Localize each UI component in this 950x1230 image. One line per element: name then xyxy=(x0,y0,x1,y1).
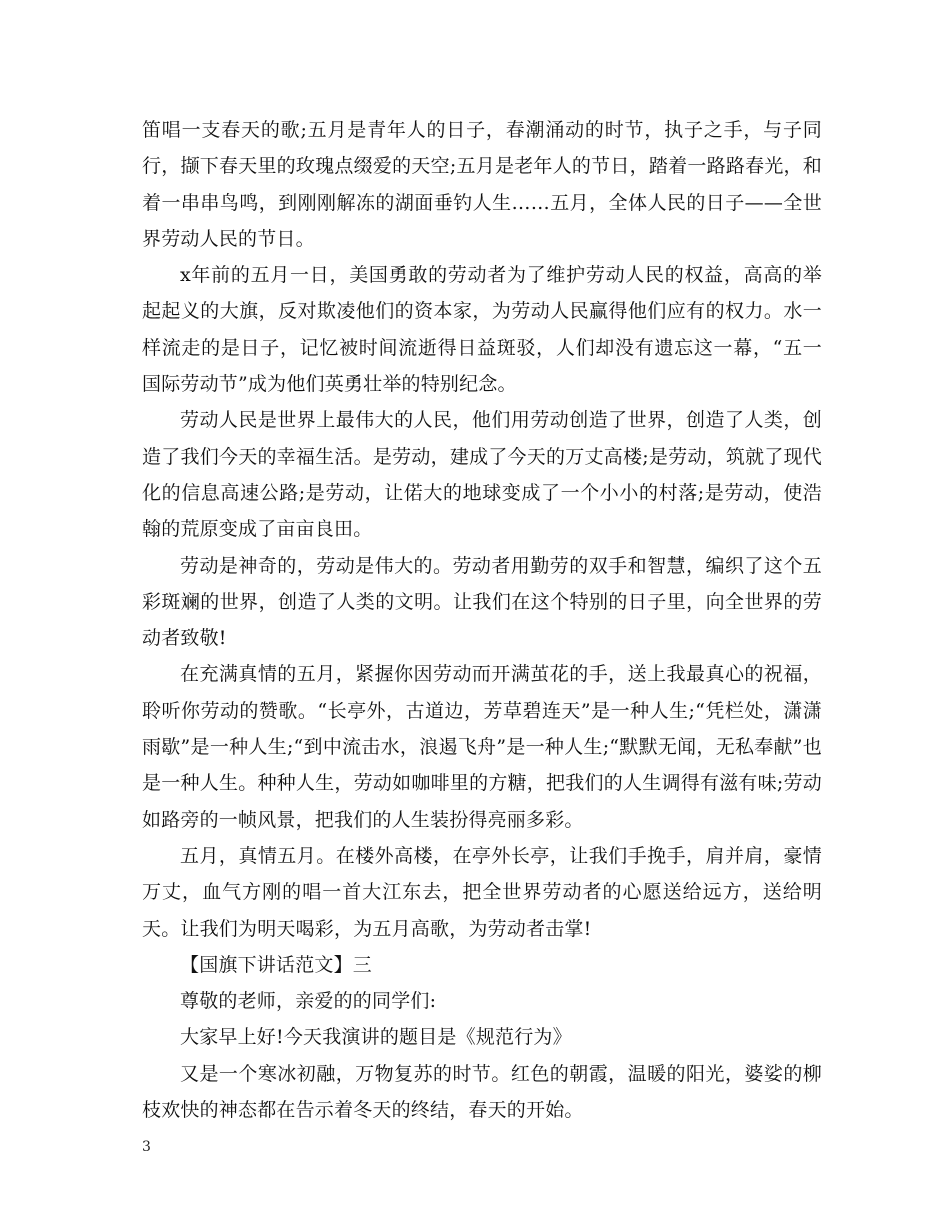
paragraph-6: 五月，真情五月。在楼外高楼，在亭外长亭，让我们手挽手，肩并肩，豪情万丈，血气方刚的唱一首大江东去，把全世界劳动者的心愿送给远方，送给明天。让我们为明天喝彩，为五月高歌，为劳动者击掌! xyxy=(142,844,822,940)
paragraph-4: 劳动是神奇的，劳动是伟大的。劳动者用勤劳的双手和智慧，编织了这个五彩斑斓的世界，创造了人类的文明。让我们在这个特别的日子里，向全世界的劳动者致敬! xyxy=(142,554,822,650)
page-number: 3 xyxy=(142,1139,151,1155)
section-heading: 【国旗下讲话范文】三 xyxy=(180,953,373,976)
paragraph-5: 在充满真情的五月，紧握你因劳动而开满茧花的手，送上我最真心的祝福，聆听你劳动的赞歌。“长亭外，古道边，芳草碧连天”是一种人生;“凭栏处，潇潇雨歇”是一种人生;“到中流击水，浪遏飞舟”是一种人生;“默默无闻，无私奉献”也是一种人生。种种人生，劳动如咖啡里的方糖，把我们的人生调得有滋有味;劳动如路旁的一帧风景，把我们的人生装扮得亮丽多彩。 xyxy=(142,663,822,831)
document-body xyxy=(142,112,822,1128)
salutation: 尊敬的老师，亲爱的的同学们: xyxy=(180,990,437,1013)
paragraph-10: 又是一个寒冰初融，万物复苏的时节。红色的朝霞，温暖的阳光，婆娑的柳枝欢快的神态都在告示着冬天的终结，春天的开始。 xyxy=(142,1062,822,1122)
paragraph-3: 劳动人民是世界上最伟大的人民，他们用劳动创造了世界，创造了人类，创造了我们今天的幸福生活。是劳动，建成了今天的万丈高楼;是劳动，筑就了现代化的信息高速公路;是劳动，让偌大的地球变成了一个小小的村落;是劳动，使浩翰的荒原变成了亩亩良田。 xyxy=(142,409,822,541)
greeting-line: 大家早上好!今天我演讲的题目是《规范行为》 xyxy=(180,1026,572,1049)
paragraph-1: 笛唱一支春天的歌;五月是青年人的日子，春潮涌动的时节，执子之手，与子同行，撷下春天里的玫瑰点缀爱的天空;五月是老年人的节日，踏着一路路春光，和着一串串鸟鸣，到刚刚解冻的湖面垂钓人生……五月，全体人民的日子——全世界劳动人民的节日。 xyxy=(142,119,822,250)
paragraph-2: x年前的五月一日，美国勇敢的劳动者为了维护劳动人民的权益，高高的举起起义的大旗，反对欺凌他们的资本家，为劳动人民赢得他们应有的权力。水一样流走的是日子，记忆被时间流逝得日益斑驳，人们却没有遗忘这一幕，“五一国际劳动节”成为他们英勇壮举的特别纪念。 xyxy=(142,264,822,396)
